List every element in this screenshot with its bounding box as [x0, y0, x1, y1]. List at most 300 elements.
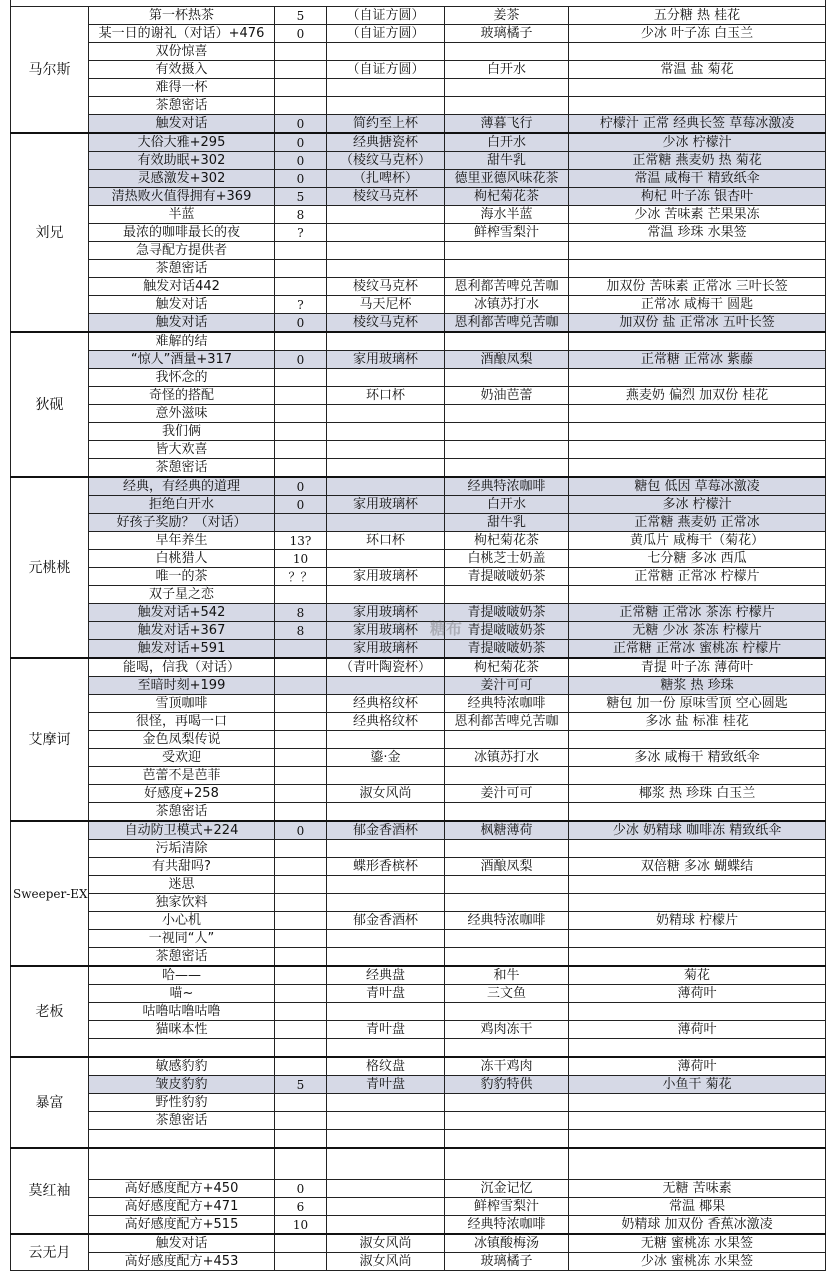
drink-cell: 三文鱼	[445, 985, 569, 1003]
drink-cell: 沉金记忆	[445, 1180, 569, 1198]
table-row	[11, 731, 826, 749]
table-row	[11, 133, 826, 152]
character-name: 云无月	[11, 1234, 89, 1271]
dialog-cell: 独家饮料	[89, 894, 275, 912]
cup-cell: 蝶形香槟杯	[327, 858, 445, 876]
cup-cell: 青叶盘	[327, 985, 445, 1003]
count-cell	[275, 423, 327, 441]
count-cell	[275, 930, 327, 948]
cup-cell	[327, 514, 445, 532]
count-cell	[275, 459, 327, 478]
dialog-cell	[89, 1148, 275, 1180]
count-cell: 0	[275, 477, 327, 496]
ingredients-cell: 五分糖 热 桂花	[569, 7, 826, 25]
ingredients-cell: 奶精球 柠檬片	[569, 912, 826, 930]
ingredients-cell	[569, 586, 826, 604]
table-row	[11, 115, 826, 134]
dialog-cell: 双份惊喜	[89, 43, 275, 61]
cup-cell	[327, 224, 445, 242]
ingredients-cell: 多冰 咸梅干 精致纸伞	[569, 749, 826, 767]
dialog-cell: 白桃猎人	[89, 550, 275, 568]
cup-cell	[327, 405, 445, 423]
table-row	[11, 858, 826, 876]
character-name: 艾摩诃	[11, 658, 89, 821]
count-cell	[275, 803, 327, 822]
drink-cell: 恩利都苦啤兑苦咖	[445, 314, 569, 333]
ingredients-cell: 燕麦奶 偏烈 加双份 桂花	[569, 387, 826, 405]
drink-cell	[445, 43, 569, 61]
ingredients-cell: 薄荷叶	[569, 1021, 826, 1039]
ingredients-cell	[569, 803, 826, 822]
drink-cell: 薄暮飞行	[445, 115, 569, 134]
dialog-cell	[89, 1039, 275, 1058]
cup-cell	[327, 803, 445, 822]
drink-cell	[445, 803, 569, 822]
cup-cell: 郁金香酒杯	[327, 912, 445, 930]
count-cell	[275, 695, 327, 713]
table-row	[11, 351, 826, 369]
count-cell: 8	[275, 206, 327, 224]
count-cell	[275, 876, 327, 894]
drink-cell: 冰镇苏打水	[445, 296, 569, 314]
count-cell	[275, 713, 327, 731]
table-row	[11, 1234, 826, 1253]
count-cell	[275, 912, 327, 930]
count-cell	[275, 1021, 327, 1039]
dialog-cell: 触发对话	[89, 296, 275, 314]
drink-cell: 鲜榨雪梨汁	[445, 1198, 569, 1216]
cup-cell: 格纹盘	[327, 1057, 445, 1076]
count-cell	[275, 1130, 327, 1149]
dialog-cell: 早年养生	[89, 532, 275, 550]
count-cell: 0	[275, 133, 327, 152]
ingredients-cell: 正常糖 正常冰 蜜桃冻 柠檬片	[569, 640, 826, 659]
drink-cell	[445, 894, 569, 912]
table-row	[11, 821, 826, 840]
count-cell	[275, 1094, 327, 1112]
drink-cell	[445, 423, 569, 441]
dialog-cell: 我们俩	[89, 423, 275, 441]
ingredients-cell	[569, 369, 826, 387]
drink-cell: 姜茶	[445, 7, 569, 25]
dialog-cell: 有效摄入	[89, 61, 275, 79]
ingredients-cell: 双倍糖 多冰 蝴蝶结	[569, 858, 826, 876]
cup-cell: 经典盘	[327, 966, 445, 985]
ingredients-cell	[569, 1148, 826, 1180]
table-row	[11, 658, 826, 677]
count-cell: 6	[275, 1198, 327, 1216]
table-row	[11, 785, 826, 803]
drink-cell: 枸杞菊花茶	[445, 658, 569, 677]
ingredients-cell	[569, 405, 826, 423]
cup-cell: （自证方圆）	[327, 7, 445, 25]
cup-cell	[327, 948, 445, 967]
table-row	[11, 640, 826, 659]
dialog-cell: 经典，有经典的道理	[89, 477, 275, 496]
dialog-cell: 意外滋味	[89, 405, 275, 423]
cup-cell	[327, 1130, 445, 1149]
table-row	[11, 1253, 826, 1271]
drink-cell: 鲜榨雪梨汁	[445, 224, 569, 242]
ingredients-cell: 少冰 苦味素 芒果果冻	[569, 206, 826, 224]
ingredients-cell	[569, 1130, 826, 1149]
cup-cell: 棱纹马克杯	[327, 188, 445, 206]
cup-cell: 经典格纹杯	[327, 713, 445, 731]
ingredients-cell: 奶精球 加双份 香蕉冰激凌	[569, 1216, 826, 1235]
cup-cell: 家用玻璃杯	[327, 604, 445, 622]
cup-cell: 家用玻璃杯	[327, 496, 445, 514]
dialog-cell: 金色凤梨传说	[89, 731, 275, 749]
cup-cell	[327, 242, 445, 260]
drink-cell: 恩利都苦啤兑苦咖	[445, 713, 569, 731]
ingredients-cell	[569, 876, 826, 894]
dialog-cell: 芭蕾不是芭菲	[89, 767, 275, 785]
dialog-cell: 半蓝	[89, 206, 275, 224]
cup-cell: 棱纹马克杯	[327, 278, 445, 296]
drink-cell	[445, 1112, 569, 1130]
cup-cell: 家用玻璃杯	[327, 622, 445, 640]
ingredients-cell: 多冰 柠檬汁	[569, 496, 826, 514]
count-cell: 0	[275, 496, 327, 514]
drink-cell: 酒酿凤梨	[445, 858, 569, 876]
drink-cell: 青提啵啵奶茶	[445, 640, 569, 659]
count-cell	[275, 1112, 327, 1130]
count-cell	[275, 1039, 327, 1058]
ingredients-cell: 椰浆 热 珍珠 白玉兰	[569, 785, 826, 803]
ingredients-cell	[569, 43, 826, 61]
cup-cell: （扎啤杯）	[327, 170, 445, 188]
table-row	[11, 188, 826, 206]
cup-cell: 棱纹马克杯	[327, 314, 445, 333]
table-row	[11, 1148, 826, 1180]
cup-cell	[327, 731, 445, 749]
cup-cell: 家用玻璃杯	[327, 640, 445, 659]
count-cell	[275, 966, 327, 985]
dialog-cell: 至暗时刻+199	[89, 677, 275, 695]
table-row	[11, 441, 826, 459]
table-row	[11, 477, 826, 496]
table-row	[11, 1198, 826, 1216]
count-cell: 0	[275, 1180, 327, 1198]
count-cell	[275, 785, 327, 803]
count-cell: 0	[275, 25, 327, 43]
drink-cell: 白开水	[445, 133, 569, 152]
table-row	[11, 568, 826, 586]
dialog-cell: 敏感豹豹	[89, 1057, 275, 1076]
cup-cell: 淑女风尚	[327, 1234, 445, 1253]
ingredients-cell: 薄荷叶	[569, 985, 826, 1003]
ingredients-cell: 少冰 蜜桃冻 水果签	[569, 1253, 826, 1271]
count-cell	[275, 387, 327, 405]
dialog-cell: 我怀念的	[89, 369, 275, 387]
cup-cell	[327, 206, 445, 224]
table-row	[11, 496, 826, 514]
drink-cell: 玻璃橘子	[445, 25, 569, 43]
dialog-cell: 触发对话+591	[89, 640, 275, 659]
ingredients-cell	[569, 441, 826, 459]
cup-cell: 淑女风尚	[327, 785, 445, 803]
ingredients-cell: 柠檬汁 正常 经典长签 草莓冰激凌	[569, 115, 826, 134]
ingredients-cell: 少冰 奶精球 咖啡冻 精致纸伞	[569, 821, 826, 840]
ingredients-cell: 糖包 低因 草莓冰激凌	[569, 477, 826, 496]
table-row	[11, 1076, 826, 1094]
dialog-cell: 双子星之恋	[89, 586, 275, 604]
table-row	[11, 532, 826, 550]
drink-cell: 青提啵啵奶茶	[445, 568, 569, 586]
table-row	[11, 423, 826, 441]
cup-cell	[327, 1094, 445, 1112]
table-row	[11, 387, 826, 405]
table-row	[11, 369, 826, 387]
ingredients-cell: 无糖 少冰 茶冻 柠檬片	[569, 622, 826, 640]
cup-cell	[327, 441, 445, 459]
dialog-cell: 触发对话+367	[89, 622, 275, 640]
ingredients-cell: 多冰 盐 标准 桂花	[569, 713, 826, 731]
ingredients-cell: 少冰 叶子冻 白玉兰	[569, 25, 826, 43]
count-cell: 13?	[275, 532, 327, 550]
ingredients-cell: 无糖 蜜桃冻 水果签	[569, 1234, 826, 1253]
count-cell: 0	[275, 152, 327, 170]
dialog-cell: 咕噜咕噜咕噜	[89, 1003, 275, 1021]
cup-cell	[327, 677, 445, 695]
dialog-cell: 第一杯热茶	[89, 7, 275, 25]
count-cell	[275, 586, 327, 604]
cup-cell	[327, 1112, 445, 1130]
drink-cell: 冻干鸡肉	[445, 1057, 569, 1076]
ingredients-cell: 青提 叶子冻 薄荷叶	[569, 658, 826, 677]
drink-cell: 鸡肉冻干	[445, 1021, 569, 1039]
dialog-cell: 一视同“人”	[89, 930, 275, 948]
table-row	[11, 767, 826, 785]
count-cell	[275, 1253, 327, 1271]
drink-cell: 海水半蓝	[445, 206, 569, 224]
cup-cell: 简约至上杯	[327, 115, 445, 134]
character-name: 狄砚	[11, 332, 89, 477]
drink-cell	[445, 459, 569, 478]
table-row	[11, 260, 826, 278]
cup-cell	[327, 477, 445, 496]
table-row	[11, 1057, 826, 1076]
cup-cell: （棱纹马克杯）	[327, 152, 445, 170]
cup-cell	[327, 97, 445, 115]
drink-cell: 经典特浓咖啡	[445, 1216, 569, 1235]
drink-cell	[445, 1039, 569, 1058]
dialog-cell: 触发对话	[89, 314, 275, 333]
dialog-cell	[89, 1130, 275, 1149]
table-row	[11, 749, 826, 767]
ingredients-cell: 七分糖 多冰 西瓜	[569, 550, 826, 568]
cup-cell	[327, 1003, 445, 1021]
drink-cell	[445, 97, 569, 115]
dialog-cell: 好孩子奖励？（对话）	[89, 514, 275, 532]
count-cell: 0	[275, 170, 327, 188]
cup-cell	[327, 894, 445, 912]
ingredients-cell	[569, 894, 826, 912]
ingredients-cell	[569, 242, 826, 260]
ingredients-cell	[569, 1112, 826, 1130]
ingredients-cell: 常温 盐 菊花	[569, 61, 826, 79]
table-row	[11, 405, 826, 423]
ingredients-cell: 正常糖 正常冰 茶冻 柠檬片	[569, 604, 826, 622]
dialog-cell: 奇怪的搭配	[89, 387, 275, 405]
drink-cell: 青提啵啵奶茶	[445, 604, 569, 622]
drink-cell: 白开水	[445, 61, 569, 79]
ingredients-cell	[569, 332, 826, 351]
ingredients-cell: 常温 珍珠 水果签	[569, 224, 826, 242]
drink-cell: 酒酿凤梨	[445, 351, 569, 369]
character-name: 老板	[11, 966, 89, 1057]
table-row	[11, 840, 826, 858]
watermark: 糖布	[430, 619, 463, 638]
count-cell: 0	[275, 351, 327, 369]
table-row	[11, 1021, 826, 1039]
drink-cell: 德里亚德风味花茶	[445, 170, 569, 188]
drink-cell: 白桃芝士奶盖	[445, 550, 569, 568]
drink-cell	[445, 405, 569, 423]
count-cell	[275, 731, 327, 749]
count-cell	[275, 260, 327, 278]
ingredients-cell: 加双份 盐 正常冰 五叶长签	[569, 314, 826, 333]
cup-cell	[327, 79, 445, 97]
dialog-cell: 茶憩密话	[89, 260, 275, 278]
ingredients-cell	[569, 260, 826, 278]
drink-cell	[445, 260, 569, 278]
ingredients-cell: 薄荷叶	[569, 1057, 826, 1076]
count-cell: 0	[275, 314, 327, 333]
cup-cell	[327, 459, 445, 478]
drink-cell	[445, 731, 569, 749]
count-cell	[275, 985, 327, 1003]
character-name: 元桃桃	[11, 477, 89, 658]
cup-cell: （青叶陶瓷杯）	[327, 658, 445, 677]
dialog-cell: 喵~	[89, 985, 275, 1003]
drink-cell	[445, 767, 569, 785]
character-name: 刘兄	[11, 133, 89, 332]
cup-cell: 环口杯	[327, 532, 445, 550]
count-cell: 0	[275, 821, 327, 840]
ingredients-cell	[569, 767, 826, 785]
dialog-cell: 高好感度配方+471	[89, 1198, 275, 1216]
dialog-cell: “惊人”酒量+317	[89, 351, 275, 369]
count-cell	[275, 948, 327, 967]
dialog-cell: 能喝，信我（对话）	[89, 658, 275, 677]
dialog-cell: 最浓的咖啡最长的夜	[89, 224, 275, 242]
character-name: 马尔斯	[11, 7, 89, 134]
cup-cell	[327, 586, 445, 604]
table-row	[11, 894, 826, 912]
table-row	[11, 677, 826, 695]
count-cell: 8	[275, 622, 327, 640]
table-row	[11, 1130, 826, 1149]
table-row	[11, 622, 826, 640]
cup-cell: 环口杯	[327, 387, 445, 405]
cup-cell: 鎏·金	[327, 749, 445, 767]
ingredients-cell	[569, 97, 826, 115]
count-cell: 0	[275, 115, 327, 134]
drink-cell: 姜汁可可	[445, 677, 569, 695]
dialog-cell: 迷思	[89, 876, 275, 894]
drink-cell: 白开水	[445, 496, 569, 514]
ingredients-cell: 加双份 苦味素 正常冰 三叶长签	[569, 278, 826, 296]
count-cell	[275, 1003, 327, 1021]
ingredients-cell: 糖浆 热 珍珠	[569, 677, 826, 695]
table-row	[11, 152, 826, 170]
drink-cell: 枫糖薄荷	[445, 821, 569, 840]
dialog-cell: 触发对话	[89, 1234, 275, 1253]
cup-cell	[327, 1039, 445, 1058]
table-row	[11, 224, 826, 242]
cup-cell: 家用玻璃杯	[327, 351, 445, 369]
table-row	[11, 1039, 826, 1058]
cup-cell	[327, 840, 445, 858]
ingredients-cell: 菊花	[569, 966, 826, 985]
dialog-cell: 受欢迎	[89, 749, 275, 767]
count-cell	[275, 1057, 327, 1076]
cup-cell	[327, 1180, 445, 1198]
drink-cell: 枸杞菊花茶	[445, 188, 569, 206]
count-cell	[275, 242, 327, 260]
drink-cell: 经典特浓咖啡	[445, 695, 569, 713]
drink-cell	[445, 332, 569, 351]
cup-cell	[327, 43, 445, 61]
table-row	[11, 1112, 826, 1130]
dialog-cell: 高好感度配方+453	[89, 1253, 275, 1271]
ingredients-cell: 少冰 柠檬汁	[569, 133, 826, 152]
count-cell	[275, 79, 327, 97]
table-row	[11, 912, 826, 930]
dialog-cell: 清热败火值得拥有+369	[89, 188, 275, 206]
count-cell	[275, 658, 327, 677]
count-cell: 10	[275, 1216, 327, 1235]
table-row	[11, 296, 826, 314]
ingredients-cell: 无糖 苦味素	[569, 1180, 826, 1198]
drink-cell	[445, 1148, 569, 1180]
table-row	[11, 314, 826, 333]
drink-cell	[445, 242, 569, 260]
table-row	[11, 930, 826, 948]
ingredients-cell: 常温 椰果	[569, 1198, 826, 1216]
cup-cell: 郁金香酒杯	[327, 821, 445, 840]
cup-cell	[327, 1148, 445, 1180]
ingredients-cell: 正常糖 正常冰 柠檬片	[569, 568, 826, 586]
dialog-cell: 唯一的茶	[89, 568, 275, 586]
dialog-cell: 茶憩密话	[89, 97, 275, 115]
count-cell: ？？	[275, 568, 327, 586]
drink-cell: 冰镇酸梅汤	[445, 1234, 569, 1253]
drink-cell	[445, 586, 569, 604]
ingredients-cell: 枸杞 叶子冻 银杏叶	[569, 188, 826, 206]
cup-cell: 淑女风尚	[327, 1253, 445, 1271]
count-cell: 5	[275, 188, 327, 206]
cup-cell: 青叶盘	[327, 1021, 445, 1039]
drink-cell	[445, 1003, 569, 1021]
drink-cell	[445, 948, 569, 967]
dialog-cell: 有效助眠+302	[89, 152, 275, 170]
ingredients-cell	[569, 840, 826, 858]
ingredients-cell	[569, 79, 826, 97]
drink-cell: 经典特浓咖啡	[445, 912, 569, 930]
character-name: 莫红袖	[11, 1148, 89, 1234]
table-row	[11, 278, 826, 296]
dialog-cell: 难得一杯	[89, 79, 275, 97]
drink-cell	[445, 876, 569, 894]
drink-cell: 青提啵啵奶茶	[445, 622, 569, 640]
count-cell	[275, 369, 327, 387]
cup-cell	[327, 260, 445, 278]
count-cell	[275, 858, 327, 876]
table-row	[11, 604, 826, 622]
count-cell	[275, 1148, 327, 1180]
